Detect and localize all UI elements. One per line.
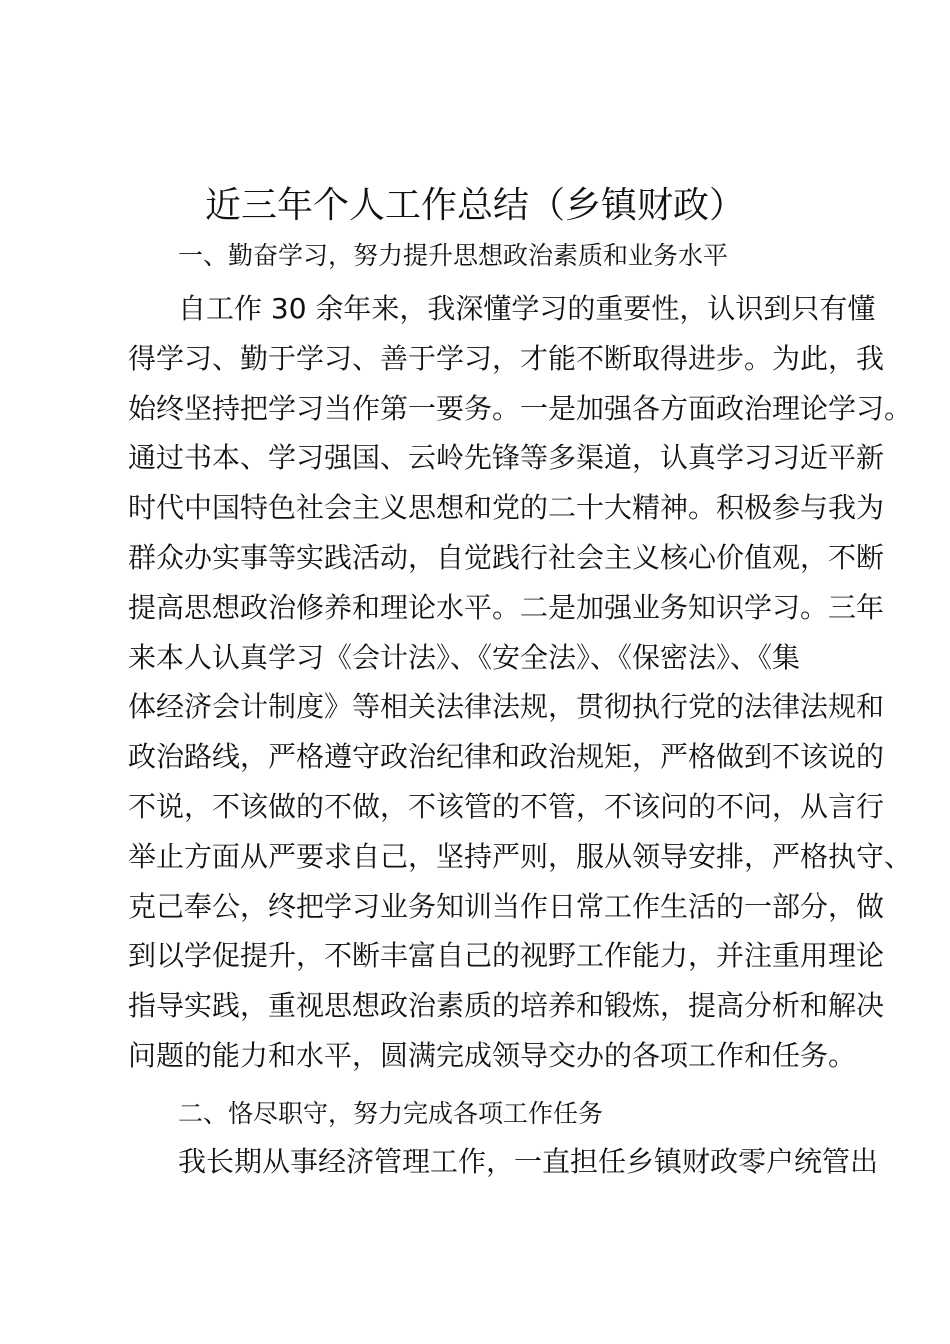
spacer bbox=[128, 1081, 838, 1094]
paragraph-line: 到以学促提升，不断丰富自己的视野工作能力，并注重用理论 bbox=[128, 939, 885, 973]
paragraph-line: 政治路线，严格遵守政治纪律和政治规矩，严格做到不该说的 bbox=[128, 740, 885, 774]
paragraph-line: 群众办实事等实践活动，自觉践行社会主义核心价值观，不断 bbox=[128, 540, 885, 574]
paragraph-line: 问题的能力和水平，圆满完成领导交办的各项工作和任务。 bbox=[128, 1038, 857, 1072]
document-title: 近三年个人工作总结（乡镇财政） bbox=[204, 185, 745, 226]
paragraph-line: 始终坚持把学习当作第一要务。一是加强各方面政治理论学习。 bbox=[128, 391, 913, 425]
paragraph-line: 举止方面从严要求自己，坚持严则，服从领导安排，严格执守、 bbox=[128, 839, 913, 873]
paragraph-line: 时代中国特色社会主义思想和党的二十大精神。积极参与我为 bbox=[128, 491, 885, 525]
document-body bbox=[128, 236, 913, 1187]
paragraph-line: 克己奉公，终把学习业务知训当作日常工作生活的一部分，做 bbox=[128, 889, 885, 923]
paragraph-line: 自工作 30 余年来，我深懂学习的重要性，认识到只有懂 bbox=[178, 292, 876, 325]
spacer bbox=[128, 276, 838, 284]
paragraph-line: 我长期从事经济管理工作，一直担任乡镇财政零户统管出 bbox=[178, 1144, 879, 1178]
paragraph-line: 通过书本、学习强国、云岭先锋等多渠道，认真学习习近平新 bbox=[128, 441, 885, 475]
paragraph-line: 提高思想政治修养和理论水平。二是加强业务知识学习。三年 bbox=[128, 590, 885, 624]
paragraph-line: 体经济会计制度》等相关法律法规，贯彻执行党的法律法规和 bbox=[128, 690, 885, 724]
section-2-heading: 二、恪尽职守，努力完成各项工作任务 bbox=[178, 1098, 604, 1128]
section-1-heading: 一、勤奋学习，努力提升思想政治素质和业务水平 bbox=[178, 241, 729, 270]
paragraph-line: 指导实践，重视思想政治素质的培养和锻炼，提高分析和解决 bbox=[128, 989, 885, 1023]
paragraph-line: 不说，不该做的不做，不该管的不管，不该问的不问，从言行 bbox=[128, 789, 885, 823]
paragraph-line: 来本人认真学习《会计法》、《安全法》、《保密法》、《集 bbox=[128, 640, 801, 674]
paragraph-line: 得学习、勤于学习、善于学习，才能不断取得进步。为此，我 bbox=[128, 341, 885, 375]
